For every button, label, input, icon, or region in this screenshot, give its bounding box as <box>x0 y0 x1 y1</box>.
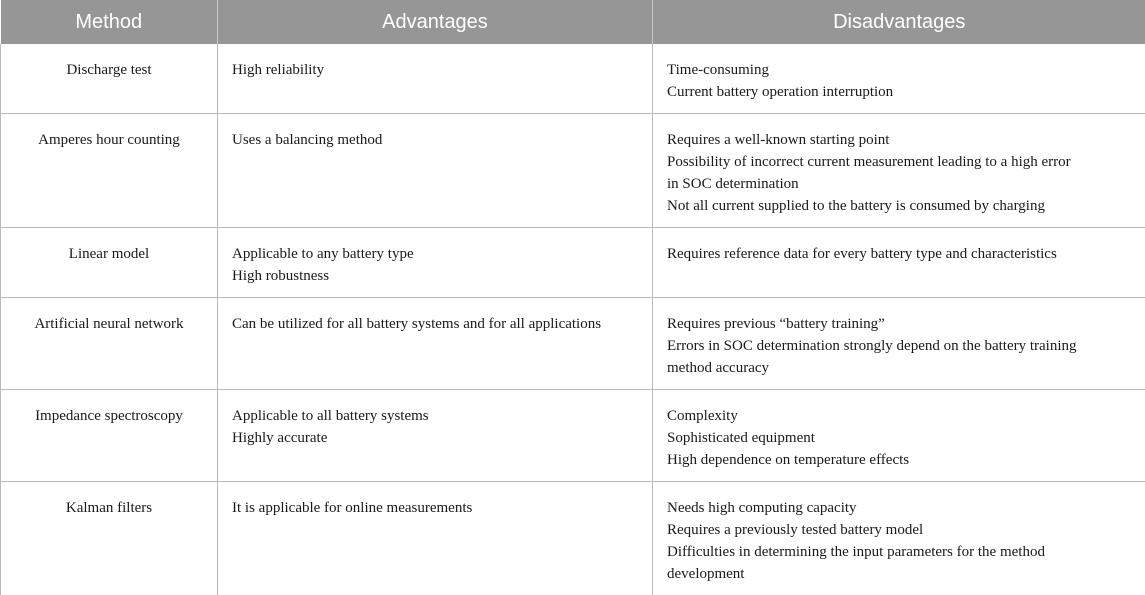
advantage-line: Highly accurate <box>232 427 638 449</box>
table-body <box>1 44 1145 595</box>
disadvantages-cell <box>653 482 1145 595</box>
disadvantage-line: Requires a well-known starting point <box>667 129 1131 151</box>
disadvantage-line: Sophisticated equipment <box>667 427 1131 449</box>
disadvantage-line: High dependence on temperature effects <box>667 449 1131 471</box>
disadvantages-cell <box>653 390 1145 482</box>
advantages-cell <box>218 228 653 298</box>
method-name: Linear model <box>15 243 203 265</box>
method-cell <box>1 114 218 228</box>
method-name: Amperes hour counting <box>15 129 203 151</box>
header-row <box>1 0 1145 44</box>
method-name: Discharge test <box>15 59 203 81</box>
header-disadvantages: Disadvantages <box>653 0 1145 44</box>
disadvantage-line: Current battery operation interruption <box>667 81 1131 103</box>
header-advantages: Advantages <box>218 0 653 44</box>
disadvantage-line: Errors in SOC determination strongly depend on the battery training <box>667 335 1131 357</box>
advantages-cell <box>218 298 653 390</box>
disadvantages-cell <box>653 228 1145 298</box>
advantage-line: Applicable to all battery systems <box>232 405 638 427</box>
disadvantages-cell <box>653 114 1145 228</box>
advantages-cell <box>218 44 653 114</box>
disadvantage-line: Complexity <box>667 405 1131 427</box>
advantage-line: High robustness <box>232 265 638 287</box>
method-cell <box>1 482 218 595</box>
table-row <box>1 482 1145 595</box>
disadvantage-line: Difficulties in determining the input parameters for the method <box>667 541 1131 563</box>
disadvantages-cell <box>653 298 1145 390</box>
disadvantage-line: Requires previous “battery training” <box>667 313 1131 335</box>
advantages-cell <box>218 390 653 482</box>
header-method: Method <box>1 0 218 44</box>
advantage-line: Applicable to any battery type <box>232 243 638 265</box>
method-cell <box>1 228 218 298</box>
table-row <box>1 228 1145 298</box>
disadvantage-line: Possibility of incorrect current measurement leading to a high error <box>667 151 1131 173</box>
disadvantage-line: Requires a previously tested battery model <box>667 519 1131 541</box>
disadvantage-line: in SOC determination <box>667 173 1131 195</box>
table-row <box>1 114 1145 228</box>
disadvantage-line: Not all current supplied to the battery is consumed by charging <box>667 195 1131 217</box>
disadvantage-line: method accuracy <box>667 357 1131 379</box>
method-cell <box>1 44 218 114</box>
disadvantage-line: development <box>667 563 1131 585</box>
advantages-cell <box>218 482 653 595</box>
method-cell <box>1 298 218 390</box>
table-row <box>1 390 1145 482</box>
disadvantages-cell <box>653 44 1145 114</box>
advantage-line: High reliability <box>232 59 638 81</box>
table-row <box>1 298 1145 390</box>
advantage-line: Uses a balancing method <box>232 129 638 151</box>
table-header <box>1 0 1145 44</box>
disadvantage-line: Needs high computing capacity <box>667 497 1131 519</box>
table-row <box>1 44 1145 114</box>
advantage-line: Can be utilized for all battery systems and for all applications <box>232 313 638 335</box>
method-name: Impedance spectroscopy <box>15 405 203 427</box>
method-name: Artificial neural network <box>15 313 203 335</box>
advantages-cell <box>218 114 653 228</box>
disadvantage-line: Requires reference data for every battery type and characteristics <box>667 243 1131 265</box>
disadvantage-line: Time-consuming <box>667 59 1131 81</box>
method-cell <box>1 390 218 482</box>
advantage-line: It is applicable for online measurements <box>232 497 638 519</box>
method-name: Kalman filters <box>15 497 203 519</box>
